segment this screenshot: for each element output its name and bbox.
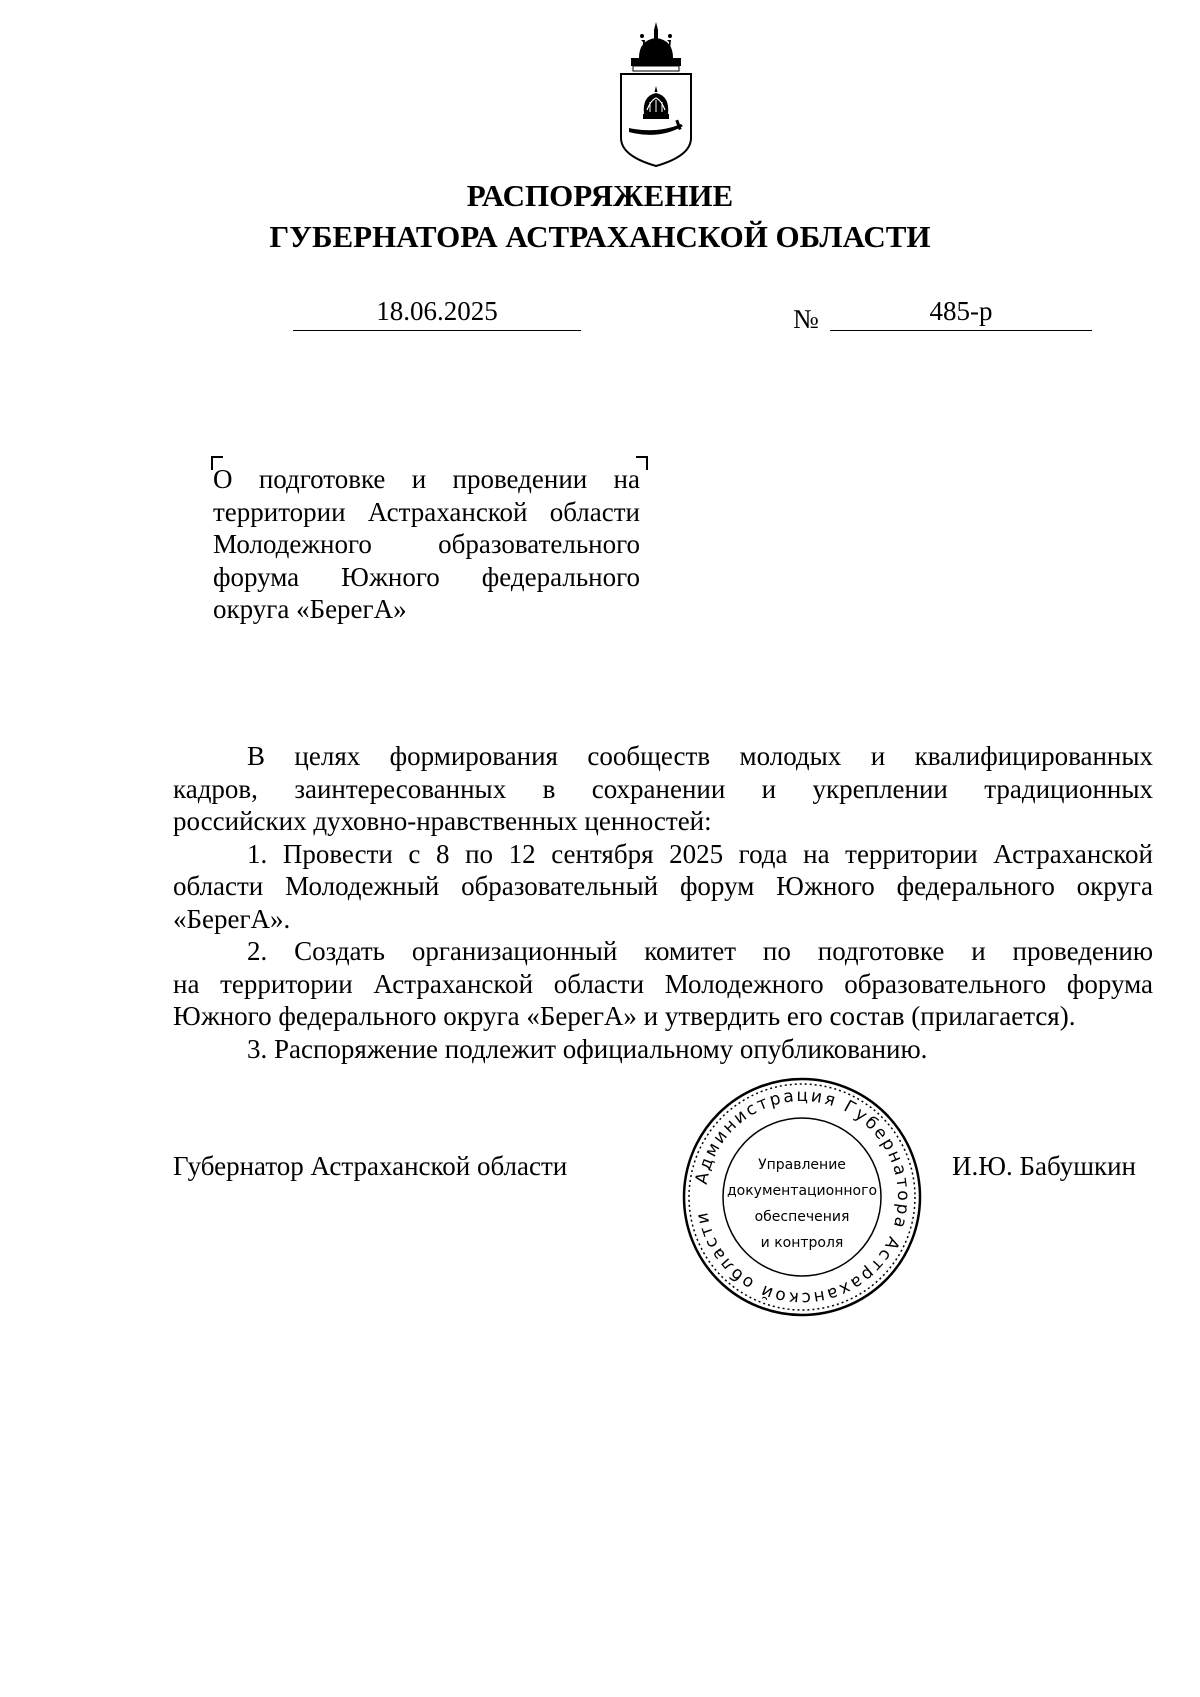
stamp-inner-line: документационного [726, 1183, 878, 1199]
document-number: 485-р [929, 296, 993, 326]
paragraph-line: на территории Астраханской области Молодежного образовательного форума [173, 968, 1153, 999]
paragraph-line: В целях формирования сообществ молодых и квалифицированных [247, 741, 1153, 771]
official-stamp [680, 1075, 924, 1319]
document-issuer: ГУБЕРНАТОРА АСТРАХАНСКОЙ ОБЛАСТИ [269, 219, 931, 254]
paragraph-line: «БерегА». [173, 903, 291, 934]
date-underline [293, 330, 581, 331]
number-underline [830, 330, 1092, 331]
clause-3-paragraph [173, 1033, 1153, 1066]
paragraph-line: кадров, заинтересованных в сохранении и укреплении традиционных [173, 773, 1153, 804]
paragraph-line: Южного федерального округа «БерегА» и утвердить его состав (прилагается). [173, 1001, 1076, 1031]
subject-line: территории Астраханской области [213, 496, 640, 527]
signatory-position: Губернатор Астраханской области [173, 1151, 568, 1181]
body-text [173, 740, 1153, 1065]
stamp-inner-line: и контроля [760, 1235, 844, 1251]
clause-2-paragraph [173, 935, 1153, 1033]
stamp-inner-line: Управление [758, 1157, 846, 1173]
stamp-inner-line: обеспечения [754, 1209, 850, 1225]
paragraph-line: области Молодежный образовательный форум Южного федерального округа [173, 871, 1153, 901]
paragraph-line: 3. Распоряжение подлежит официальному опубликованию. [247, 1033, 928, 1064]
document-date: 18.06.2025 [376, 296, 498, 326]
subject-line: О подготовке и проведении на [213, 464, 640, 494]
paragraph-line: российских духовно-нравственных ценностей: [173, 806, 712, 836]
paragraph-line: 2. Создать организационный комитет по подготовке и проведению [247, 936, 1153, 966]
number-sign: № [793, 304, 819, 334]
coat-of-arms-emblem [617, 20, 695, 170]
subject-line: Молодежного образовательного [213, 529, 640, 559]
stamp-outer-text: Администрация Губернатора Астраханской области [691, 1085, 914, 1309]
preamble-paragraph [173, 740, 1153, 838]
subject-line: округа «БерегА» [213, 594, 407, 624]
signatory-name: И.Ю. Бабушкин [952, 1151, 1137, 1181]
subject-line: форума Южного федерального [213, 561, 640, 592]
subject-block [213, 463, 640, 626]
document-title: РАСПОРЯЖЕНИЕ [466, 178, 734, 213]
clause-1-paragraph [173, 838, 1153, 936]
paragraph-line: 1. Провести с 8 по 12 сентября 2025 года на территории Астраханской [247, 838, 1153, 869]
